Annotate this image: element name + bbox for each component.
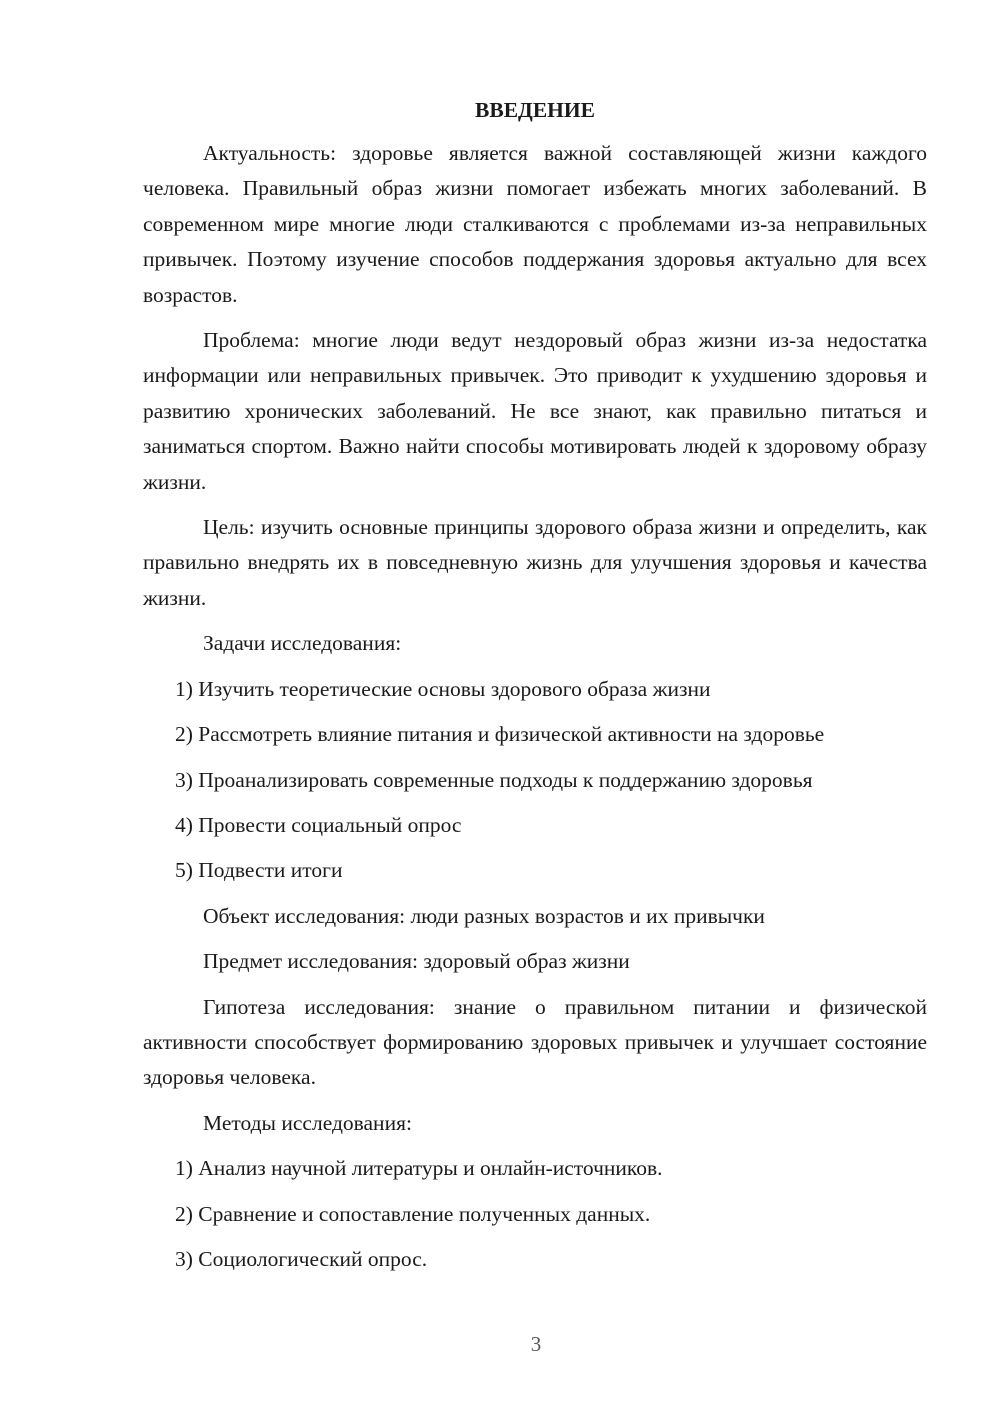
tasks-label: Задачи исследования: bbox=[203, 631, 402, 656]
task-item-1: 1) Изучить теоретические основы здорового образа жизни bbox=[175, 676, 711, 701]
task-item-3: 3) Проанализировать современные подходы к поддержанию здоровья bbox=[175, 767, 813, 792]
goal-paragraph: Цель: изучить основные принципы здорового образа жизни и определить, как правильно внедрять их в повседневную жизнь для улучшения здоровья и качества жизни. bbox=[143, 515, 927, 610]
problem-paragraph: Проблема: многие люди ведут нездоровый образ жизни из-за недостатка информации или неправильных привычек. Это приводит к ухудшению здоровья и развитию хронических заболеваний. Не все знают, как правильно питаться и заниматься спортом. Важно найти способы мотивировать людей к здоровому образу жизни. bbox=[143, 328, 927, 494]
relevance-paragraph: Актуальность: здоровье является важной составляющей жизни каждого человека. Правильный образ жизни помогает избежать многих заболеваний. В современном мире многие люди сталкиваются с проблемами из-за неправильных привычек. Поэтому изучение способов поддержания здоровья актуально для всех возрастов. bbox=[143, 141, 927, 307]
methods-label: Методы исследования: bbox=[203, 1110, 412, 1135]
page-content bbox=[143, 94, 927, 1287]
method-item-3: 3) Социологический опрос. bbox=[175, 1246, 428, 1271]
section-title: ВВЕДЕНИЕ bbox=[475, 98, 595, 122]
hypothesis-paragraph: Гипотеза исследования: знание о правильном питании и физической активности способствует формированию здоровых привычек и улучшает состояние здоровья человека. bbox=[143, 994, 927, 1090]
task-item-5: 5) Подвести итоги bbox=[175, 858, 343, 883]
method-item-1: 1) Анализ научной литературы и онлайн-источников. bbox=[175, 1156, 663, 1181]
page-number: 3 bbox=[530, 1332, 542, 1356]
research-object: Объект исследования: люди разных возрастов и их привычки bbox=[203, 903, 765, 928]
method-item-2: 2) Сравнение и сопоставление полученных данных. bbox=[175, 1201, 651, 1226]
task-item-4: 4) Провести социальный опрос bbox=[175, 812, 462, 837]
task-item-2: 2) Рассмотреть влияние питания и физической активности на здоровье bbox=[175, 722, 825, 747]
research-subject: Предмет исследования: здоровый образ жизни bbox=[203, 949, 630, 974]
